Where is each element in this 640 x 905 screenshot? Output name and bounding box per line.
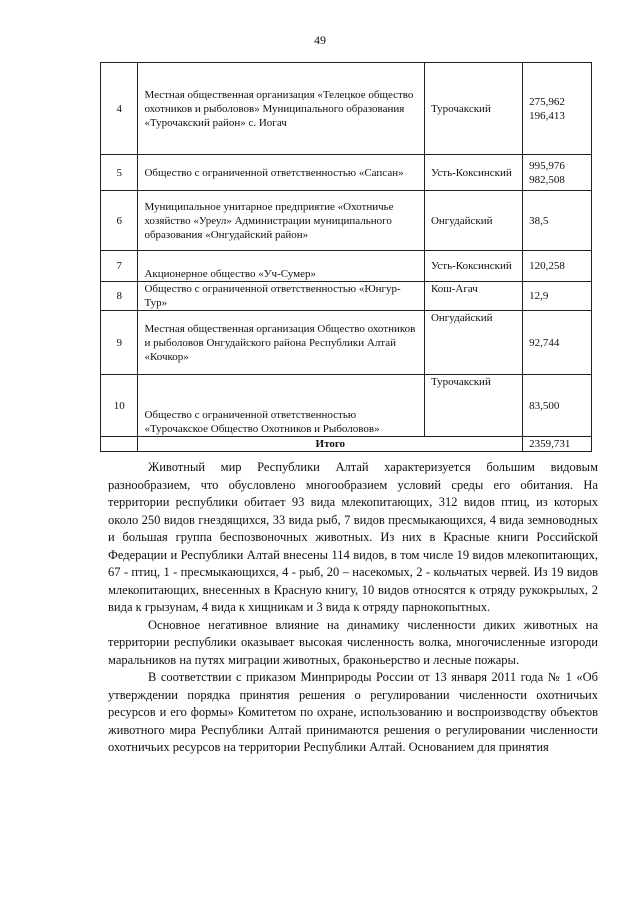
area-value: 120,258 <box>523 251 592 282</box>
page-number: 49 <box>314 33 326 47</box>
area-value: 38,5 <box>523 191 592 251</box>
row-number: 5 <box>101 155 138 191</box>
hunting-grounds-table <box>100 62 592 452</box>
total-empty-cell <box>101 437 138 452</box>
district: Турочакский <box>424 375 522 437</box>
table-row <box>101 311 592 375</box>
district: Онгудайский <box>424 191 522 251</box>
area-value: 83,500 <box>523 375 592 437</box>
body-text <box>108 459 598 757</box>
area-value: 92,744 <box>523 311 592 375</box>
row-number: 10 <box>101 375 138 437</box>
table-row <box>101 155 592 191</box>
organization-name: Акционерное общество «Уч-Сумер» <box>138 251 425 282</box>
area-value: 275,962 196,413 <box>523 63 592 155</box>
table-row <box>101 63 592 155</box>
paragraph: В соответствии с приказом Минприроды России от 13 января 2011 года № 1 «Об утверждении порядка принятия решения о регулировании численности охотничьих ресурсов и его формы» Комитетом по охране, использованию и воспроизводству объектов животного мира Республики Алтай принимаются решения о регулировании численности охотничьих ресурсов на территории Республики Алтай. Основанием для принятия <box>108 670 598 754</box>
area-value: 12,9 <box>523 282 592 311</box>
organization-name: Общество с ограниченной ответственностью «Турочакское Общество Охотников и Рыболовов» <box>138 375 425 437</box>
organization-name: Общество с ограниченной ответственностью «Юнгур-Тур» <box>138 282 425 311</box>
district: Усть-Коксинский <box>424 155 522 191</box>
total-value: 2359,731 <box>523 437 592 452</box>
district: Онгудайский <box>424 311 522 375</box>
row-number: 9 <box>101 311 138 375</box>
table-row <box>101 375 592 437</box>
row-number: 4 <box>101 63 138 155</box>
area-value: 995,976 982,508 <box>523 155 592 191</box>
paragraph: Основное негативное влияние на динамику численности диких животных на территории республики оказывает высокая численность волка, многочисленные изгороди маральников на путях миграции животных, браконьерство и лесные пожары. <box>108 617 598 667</box>
organization-name: Местная общественная организация «Телецкое общество охотников и рыболовов» Муниципального образования «Турочакский район» с. Иогач <box>138 63 425 155</box>
table-row <box>101 191 592 251</box>
paragraph: Животный мир Республики Алтай характеризуется большим видовым разнообразием, что обусловлено многообразием условий среды его обитания. На территории республики обитает 93 вида млекопитающих, 312 видов птиц, из которых около 250 видов гнездящихся, 33 вида рыб, 7 видов пресмыкающихся, 4 вида земноводных и большая группа беспозвоночных животных. Из них в Красные книги Российской Федерации и Республики Алтай внесены 114 видов, в том числе 19 видов млекопитающих, 67 - птиц, 1 - пресмыкающихся, 4 - рыб, 20 – насекомых, 2 - кольчатых червей. Из 19 видов млекопитающих, внесенных в Красную книгу, 10 видов относятся к отряду рукокрылых, 2 вида к грызунам, 4 вида к хищникам и 3 вида к отряду парнокопытных. <box>108 460 598 614</box>
table-row <box>101 282 592 311</box>
table-total-row <box>101 437 592 452</box>
organization-name: Муниципальное унитарное предприятие «Охотничье хозяйство «Уреул» Администрации муниципального образования «Онгудайский район» <box>138 191 425 251</box>
row-number: 6 <box>101 191 138 251</box>
total-label: Итого <box>138 437 523 452</box>
row-number: 8 <box>101 282 138 311</box>
row-number: 7 <box>101 251 138 282</box>
district: Турочакский <box>424 63 522 155</box>
district: Кош-Агач <box>424 282 522 311</box>
organization-name: Местная общественная организация Общество охотников и рыболовов Онгудайского района Республики Алтай «Кочкор» <box>138 311 425 375</box>
table-row <box>101 251 592 282</box>
organization-name: Общество с ограниченной ответственностью «Сапсан» <box>138 155 425 191</box>
district: Усть-Коксинский <box>424 251 522 282</box>
